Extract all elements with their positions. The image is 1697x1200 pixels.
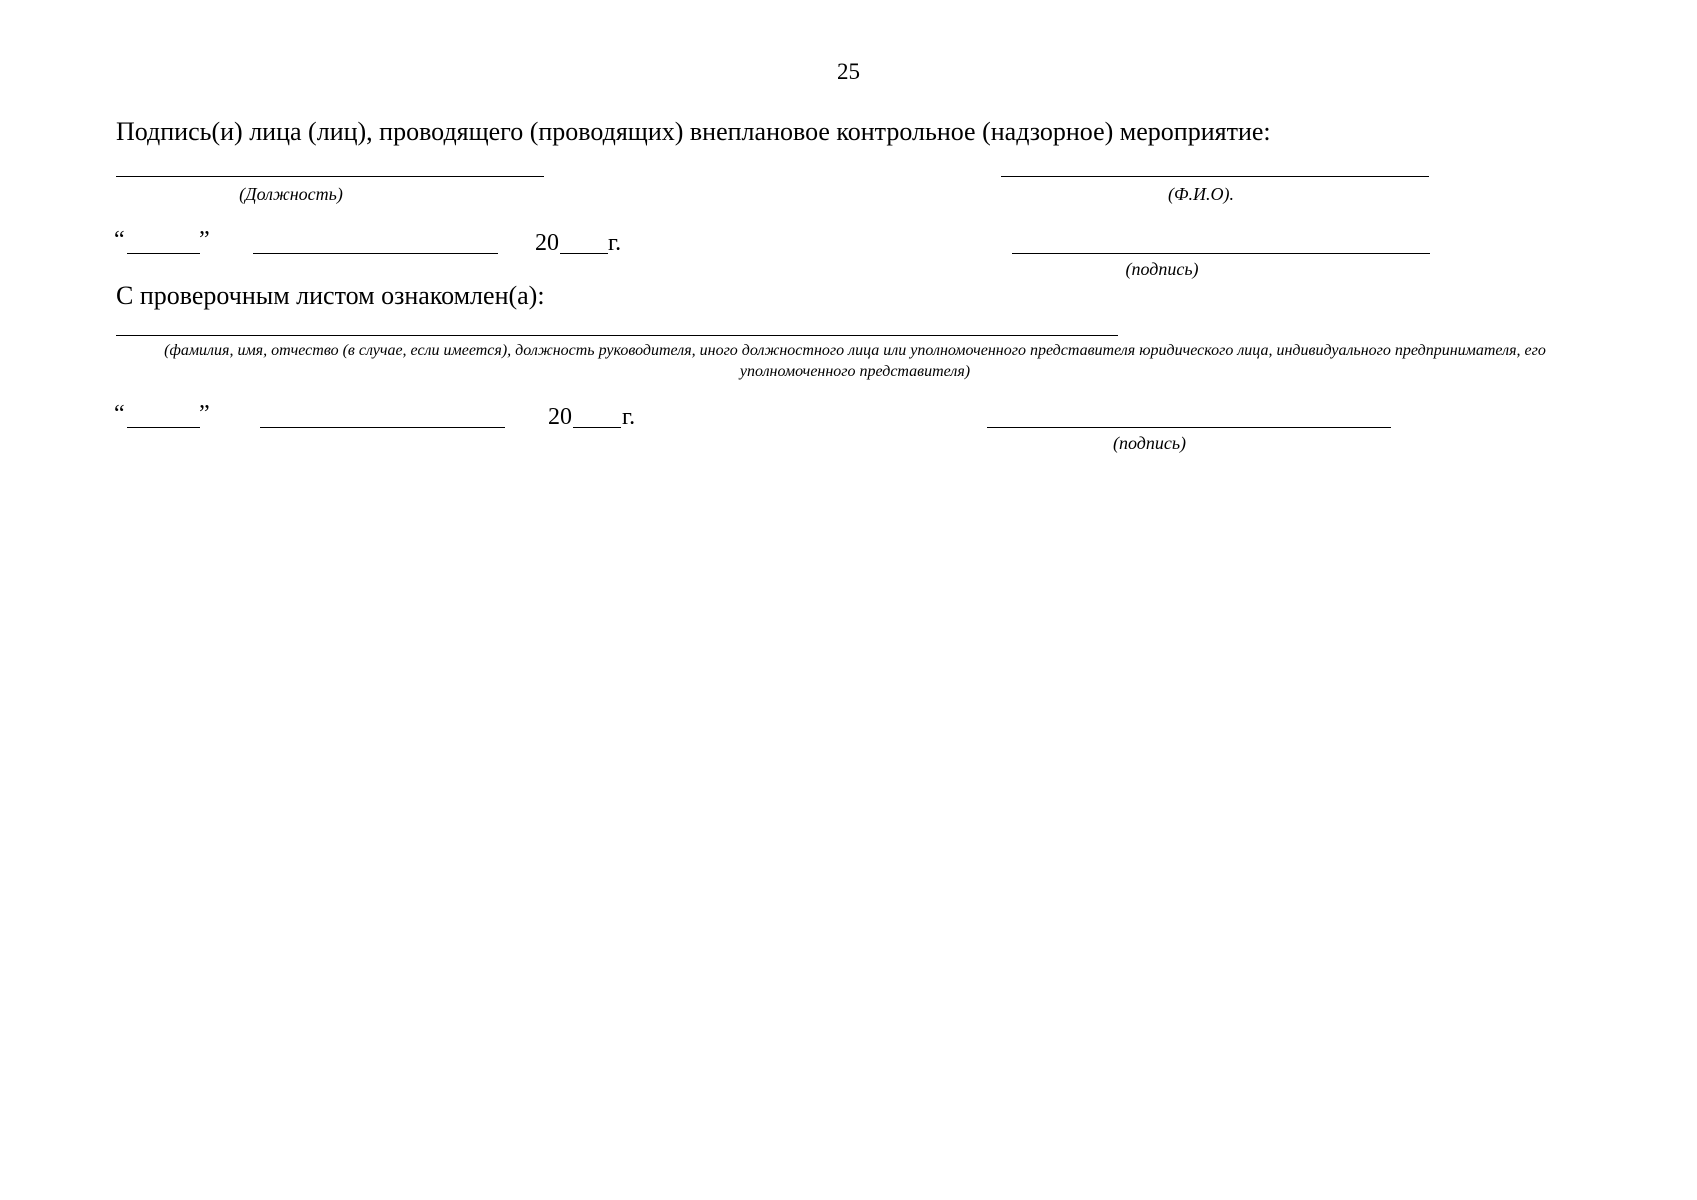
date-month-blank bbox=[253, 253, 498, 254]
page-number: 25 bbox=[837, 59, 860, 84]
inspector-signature-caption: (подпись) bbox=[1125, 259, 1199, 279]
date-year-blank bbox=[560, 253, 608, 254]
date-quote-open: “ bbox=[114, 227, 125, 253]
acknowledged-person-caption: (фамилия, имя, отчество (в случае, если имеется), должность руководителя, иного должностного лица или уполномоченного представителя юридического лица, индивидуального предпринимателя, его уполномоченного представителя) bbox=[164, 342, 1546, 380]
name-caption: (Ф.И.О). bbox=[1168, 184, 1234, 204]
ack-date-year-blank bbox=[573, 427, 621, 428]
ack-date-year-prefix: 20 bbox=[548, 404, 572, 430]
ack-date-quote-close: ” bbox=[199, 401, 210, 427]
inspector-signature-heading: Подпись(и) лица (лиц), проводящего (проводящих) внеплановое контрольное (надзорное) мероприятие: bbox=[116, 117, 1271, 146]
date-quote-close: ” bbox=[199, 227, 210, 253]
acknowledged-person-line bbox=[116, 335, 1118, 336]
ack-signature-line bbox=[987, 427, 1391, 428]
ack-date-year-suffix: г. bbox=[622, 404, 636, 430]
position-line bbox=[116, 176, 544, 177]
acknowledgement-heading: С проверочным листом ознакомлен(а): bbox=[116, 281, 545, 310]
date-day-blank bbox=[127, 253, 200, 254]
ack-date-day-blank bbox=[127, 427, 200, 428]
date-year-suffix: г. bbox=[608, 230, 622, 256]
date-year-prefix: 20 bbox=[535, 230, 559, 256]
ack-date-month-blank bbox=[260, 427, 505, 428]
inspector-signature-line bbox=[1012, 253, 1430, 254]
ack-signature-caption: (подпись) bbox=[1112, 433, 1187, 453]
name-line bbox=[1001, 176, 1429, 177]
position-caption: (Должность) bbox=[239, 184, 343, 204]
ack-date-quote-open: “ bbox=[114, 401, 125, 427]
